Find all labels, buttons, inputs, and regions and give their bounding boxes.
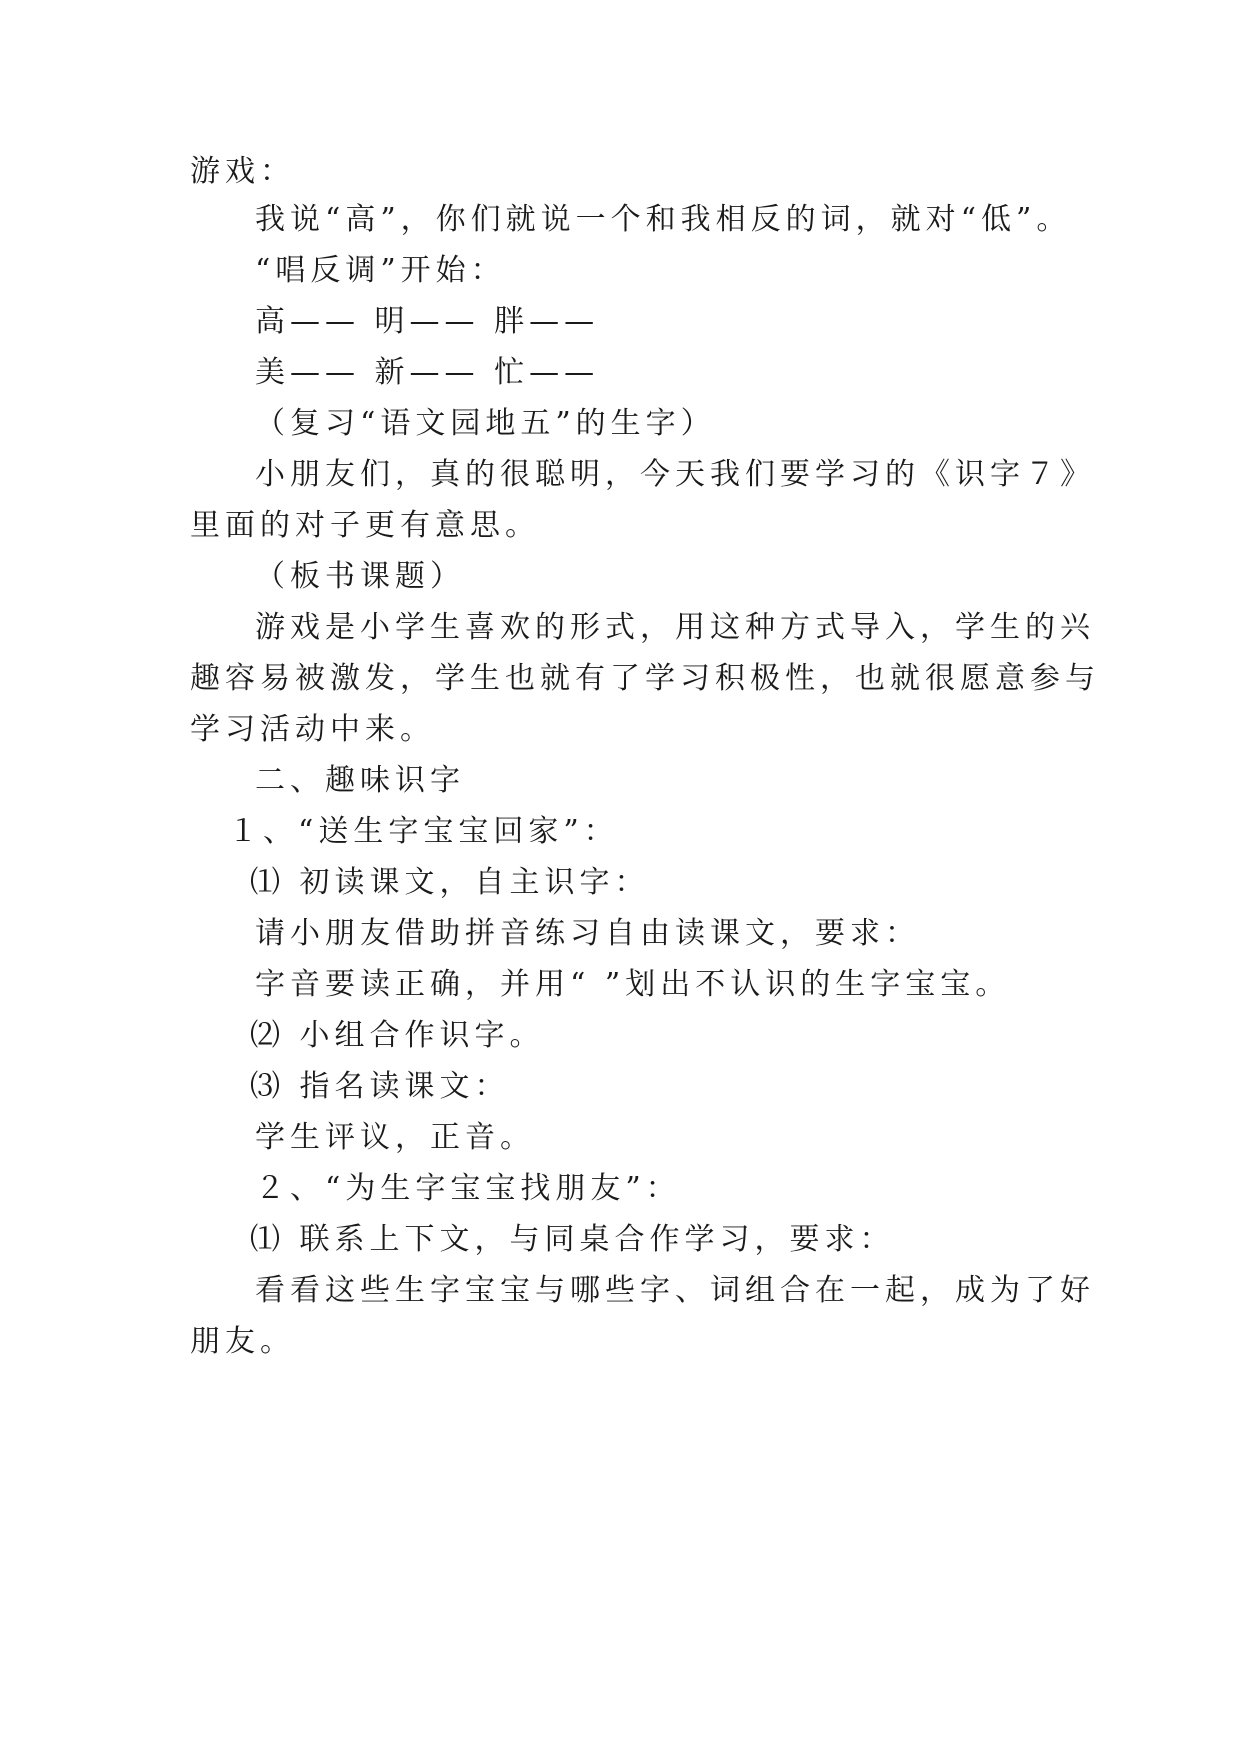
section-heading: 二、趣味识字 bbox=[255, 763, 465, 798]
text-line: 看看这些生字宝宝与哪些字、词组合在一起，成为了好 bbox=[255, 1273, 1095, 1308]
text-line: ⑴ 初读课文，自主识字： bbox=[250, 865, 650, 900]
text-line: 美—— 新—— 忙—— bbox=[255, 355, 600, 390]
text-line: 高—— 明—— 胖—— bbox=[255, 304, 600, 339]
text-line: ⑴ 联系上下文，与同桌合作学习，要求： bbox=[250, 1222, 895, 1257]
text-line: “唱反调”开始： bbox=[255, 253, 506, 288]
subsection-heading: ２、“为生字宝宝找朋友”： bbox=[255, 1171, 681, 1206]
text-line: ⑵ 小组合作识字。 bbox=[250, 1018, 545, 1053]
text-line: 趣容易被激发，学生也就有了学习积极性，也就很愿意参与 bbox=[190, 661, 1100, 696]
text-line: 小朋友们，真的很聪明，今天我们要学习的《识字７》 bbox=[255, 457, 1095, 492]
text-line: 游戏是小学生喜欢的形式，用这种方式导入，学生的兴 bbox=[255, 610, 1095, 645]
text-line: 请小朋友借助拼音练习自由读课文，要求： bbox=[255, 916, 920, 951]
text-line: （复习“语文园地五”的生字） bbox=[255, 406, 716, 441]
text-line: 我说“高”，你们就说一个和我相反的词，就对“低”。 bbox=[255, 202, 1072, 237]
text-line: （板书课题） bbox=[255, 559, 465, 594]
text-line: 游戏： bbox=[190, 154, 295, 189]
text-line: 里面的对子更有意思。 bbox=[190, 508, 540, 543]
text-line: 学习活动中来。 bbox=[190, 712, 435, 747]
text-line: 学生评议，正音。 bbox=[255, 1120, 535, 1155]
text-line: 朋友。 bbox=[190, 1324, 295, 1359]
text-line: 字音要读正确，并用“ ”划出不认识的生字宝宝。 bbox=[255, 967, 1011, 1002]
text-line: ⑶ 指名读课文： bbox=[250, 1069, 510, 1104]
subsection-heading: １、“送生字宝宝回家”： bbox=[228, 814, 619, 849]
